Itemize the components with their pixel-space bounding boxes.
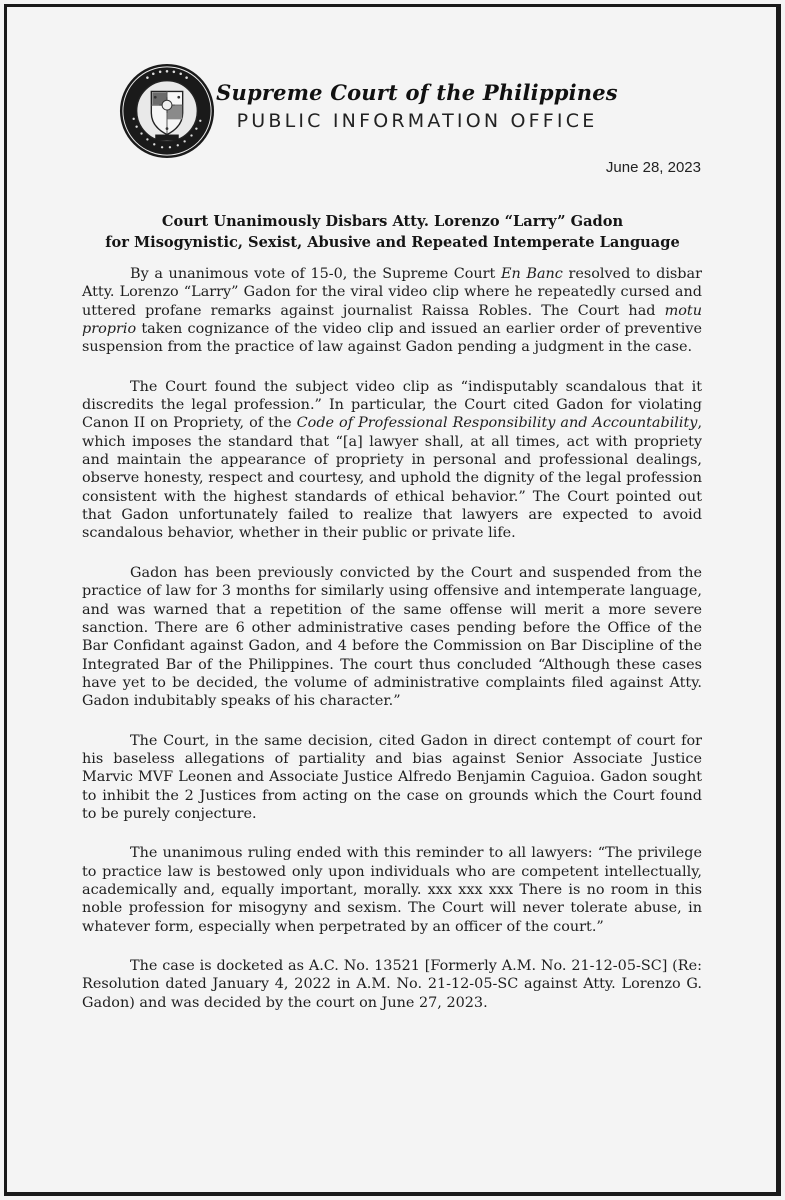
headline-line-1: Court Unanimously Disbars Atty. Lorenzo “Larry” Gadon: [161, 213, 624, 230]
article-body: [82, 265, 702, 1033]
headline: [80, 211, 705, 253]
letterhead: [207, 80, 627, 134]
paragraph-2-text-a: The Court found the subject video clip as “indisputably scandalous that it discredits the legal profession.” In particular, the Court cited Gadon for violating Canon II on Propriety, of the: [82, 378, 702, 432]
paragraph-1-italic-en-banc: En Banc: [500, 266, 563, 282]
paragraph-2-italic-code: Code of Professional Responsibility and Accountability: [296, 415, 698, 432]
paragraph-1: [82, 265, 702, 357]
paragraph-2-text-c: , which imposes the standard that “[a] lawyer shall, at all times, act with propriety and maintain the appearance of propriety in personal and professional dealings, observe honesty, respect and courtesy, and uphold the dignity of the legal profession consistent with the highest standards of ethical behavior.” The Court pointed out that Gadon unfortunately failed to realize that lawyers are expected to avoid scandalous behavior, whether in their public or private life.: [82, 415, 703, 542]
org-name: Supreme Court of the Philippines: [216, 80, 618, 105]
paragraph-1-text-a: By a unanimous vote of 15-0, the Supreme Court: [130, 266, 501, 282]
paragraph-1-italic-motu-proprio: motu proprio: [82, 302, 702, 338]
paragraph-1-text-e: taken cognizance of the video clip and issued an earlier order of preventive suspension from the practice of law against Gadon pending a judgment in the case.: [82, 321, 702, 356]
release-date: June 28, 2023: [605, 159, 701, 176]
paragraph-3: Gadon has been previously convicted by the Court and suspended from the practice of law for 3 months for similarly using offensive and intemperate language, and was warned that a repetition of the same offense will merit a more severe sanction. There are 6 other administrative cases pending before the Office of the Bar Confidant against Gadon, and 4 before the Commission on Bar Discipline of the Integrated Bar of the Philippines. The court thus concluded “Although these cases have yet to be decided, the volume of administrative complaints filed against Atty. Gadon indubitably speaks of his character.”: [82, 564, 702, 710]
paragraph-2: [82, 378, 702, 543]
paragraph-6: The case is docketed as A.C. No. 13521 [Formerly A.M. No. 21-12-05-SC] (Re: Resolution dated January 4, 2022 in A.M. No. 21-12-05-SC against Atty. Lorenzo G. Gadon) and was decided by the court on June 27, 2023.: [82, 958, 702, 1011]
office-name: PUBLIC INFORMATION OFFICE: [236, 110, 598, 132]
supreme-court-seal-icon: [118, 62, 216, 160]
headline-line-2: for Misogynistic, Sexist, Abusive and Repeated Intemperate Language: [105, 234, 680, 251]
paragraph-4: The Court, in the same decision, cited Gadon in direct contempt of court for his baseless allegations of partiality and bias against Senior Associate Justice Marvic MVF Leonen and Associate Justice Alfredo Benjamin Caguioa. Gadon sought to inhibit the 2 Justices from acting on the case on grounds which the Court found to be purely conjecture.: [82, 732, 702, 822]
paragraph-5: The unanimous ruling ended with this reminder to all lawyers: “The privilege to practice law is bestowed only upon individuals who are competent intellectually, academically and, equally important, morally. xxx xxx xxx There is no room in this noble profession for misogyny and sexism. The Court will never tolerate abuse, in whatever form, especially when perpetrated by an officer of the court.”: [82, 845, 702, 935]
paragraph-1-text-c: resolved to disbar Atty. Lorenzo “Larry” Gadon for the viral video clip where he repeatedly cursed and uttered profane remarks against journalist Raissa Robles. The Court had: [82, 266, 702, 319]
